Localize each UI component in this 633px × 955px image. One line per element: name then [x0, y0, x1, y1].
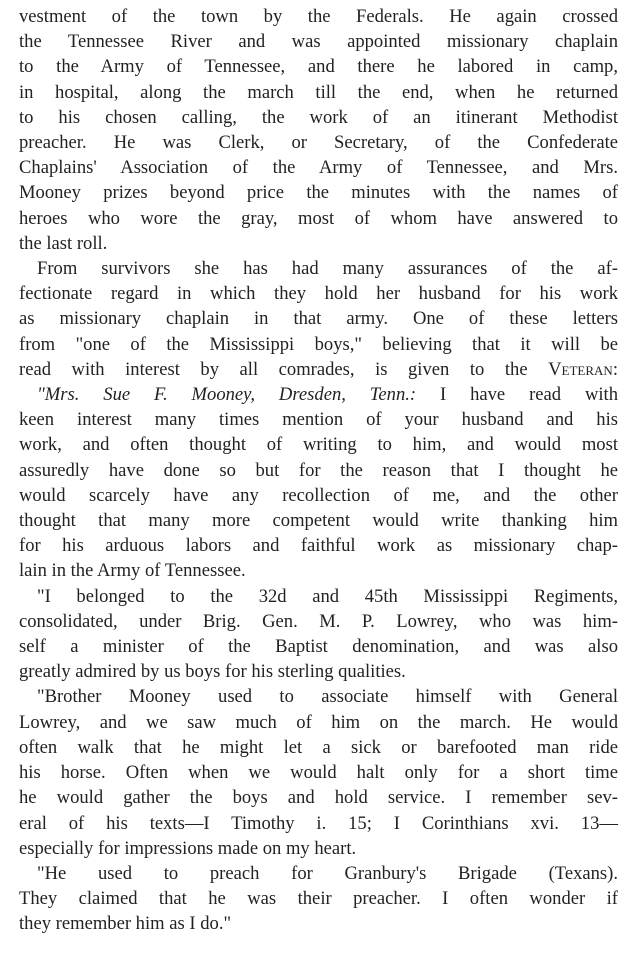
text-line: Mooney prizes beyond price the minutes with the names of — [19, 182, 618, 204]
text-line: They claimed that he was their preacher. I often wonder if — [19, 888, 618, 910]
paragraph-2 — [19, 256, 618, 382]
text-line: lain in the Army of Tennessee. — [19, 560, 246, 582]
text-line: consolidated, under Brig. Gen. M. P. Lowrey, who was him- — [19, 610, 618, 632]
text-line: fectionate regard in which they hold her husband for his work — [19, 283, 618, 305]
text-line: keen interest many times mention of your husband and his — [19, 409, 618, 431]
text-line-salutation — [19, 382, 618, 407]
text-line-with-veteran — [19, 357, 618, 382]
text-line: would scarcely have any recollection of me, and the other — [19, 484, 618, 506]
text-line: vestment of the town by the Federals. He again crossed — [19, 6, 618, 27]
text-line: often walk that he might let a sick or barefooted man ride — [19, 736, 618, 758]
paragraph-6 — [19, 861, 618, 937]
text-line: work, and often thought of writing to him, and would most — [19, 434, 618, 456]
text-line: he would gather the boys and hold service. I remember sev- — [19, 787, 618, 809]
text-line: from "one of the Mississippi boys," believing that it will be — [19, 333, 618, 355]
text-line: the Tennessee River and was appointed missionary chaplain — [19, 31, 618, 53]
paragraph-4 — [19, 584, 618, 685]
text-fragment: : — [612, 358, 618, 380]
letter-salutation: "Mrs. Sue F. Mooney, Dresden, Tenn.: — [37, 384, 417, 406]
text-line: in hospital, along the march till the end, when he returned — [19, 81, 618, 103]
text-line: greatly admired by us boys for his sterling qualities. — [19, 661, 406, 683]
text-line: eral of his texts—I Timothy i. 15; I Corinthians xvi. 13— — [19, 812, 618, 834]
text-line: they remember him as I do." — [19, 913, 232, 935]
text-fragment: read with interest by all comrades, is given to the — [19, 358, 549, 380]
text-line: the last roll. — [19, 232, 108, 254]
text-line: his horse. Often when we would halt only for a short time — [19, 762, 618, 784]
text-line: "Brother Mooney used to associate himself with General — [37, 686, 618, 708]
text-line: especially for impressions made on my heart. — [19, 837, 357, 859]
text-line: thought that many more competent would write thanking him — [19, 510, 618, 532]
text-line: "I belonged to the 32d and 45th Mississippi Regiments, — [37, 585, 618, 607]
text-line: heroes who wore the gray, most of whom have answered to — [19, 207, 618, 229]
text-line: as missionary chaplain in that army. One of these letters — [19, 308, 618, 330]
text-line: "He used to preach for Granbury's Brigade (Texans). — [37, 862, 618, 884]
text-line: Chaplains' Association of the Army of Tennessee, and Mrs. — [19, 157, 618, 179]
text-line: assuredly have done so but for the reason that I thought he — [19, 459, 618, 481]
paragraph-1 — [19, 4, 618, 256]
text-line: to the Army of Tennessee, and there he labored in camp, — [19, 56, 618, 78]
text-line: preacher. He was Clerk, or Secretary, of the Confederate — [19, 132, 618, 154]
text-line: for his arduous labors and faithful work as missionary chap- — [19, 535, 618, 557]
paragraph-5 — [19, 684, 618, 860]
veteran-title: Veteran — [548, 358, 613, 380]
text-line: Lowrey, and we saw much of him on the march. He would — [19, 711, 618, 733]
text-line: From survivors she has had many assurances of the af- — [37, 258, 618, 280]
text-fragment: I have read with — [416, 384, 619, 406]
text-line: self a minister of the Baptist denomination, and was also — [19, 636, 618, 658]
text-line: to his chosen calling, the work of an itinerant Methodist — [19, 106, 618, 128]
paragraph-3 — [19, 382, 618, 584]
